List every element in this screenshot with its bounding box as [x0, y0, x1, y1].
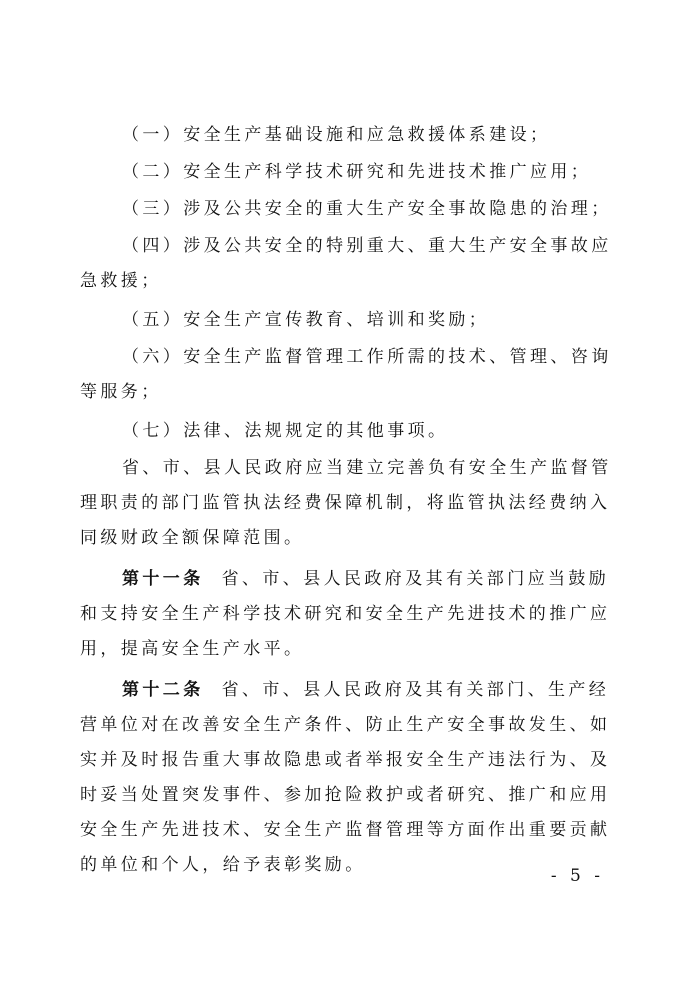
article-12-title: 第十二条 — [122, 680, 204, 700]
list-item-7: （七）法律、法规规定的其他事项。 — [122, 421, 449, 441]
list-item-2: （二）安全生产科学技术研究和先进技术推广应用； — [122, 162, 592, 182]
list-item-1: （一）安全生产基础设施和应急救援体系建设； — [122, 125, 551, 145]
article-11-text: 省、市、县人民政府及其有关部门应当鼓励和支持安全生产科学技术研究和安全生产先进技术的推广应用，提高安全生产水平。 — [80, 569, 611, 659]
article-11-paragraph — [80, 562, 620, 667]
article-12-text: 省、市、县人民政府及其有关部门、生产经营单位对在改善安全生产条件、防止生产安全事故发生、如实并及时报告重大事故隐患或者举报安全生产违法行为、及时妥当处置突发事件、参加抢险救护或者研究、推广和应用安全生产先进技术、安全生产监督管理等方面作出重要贡献的单位和个人，给予表彰奖励。 — [80, 680, 611, 875]
article-11-title: 第十一条 — [122, 569, 204, 589]
article-12-paragraph — [80, 673, 620, 883]
funding-paragraph: 省、市、县人民政府应当建立完善负有安全生产监督管理职责的部门监管执法经费保障机制，将监管执法经费纳入同级财政全额保障范围。 — [80, 458, 612, 548]
page-number: - 5 - — [550, 866, 604, 886]
list-item-5: （五）安全生产宣传教育、培训和奖励； — [122, 310, 490, 330]
list-item-4: （四）涉及公共安全的特别重大、重大生产安全事故应急救援； — [80, 236, 612, 291]
list-item-3: （三）涉及公共安全的重大生产安全事故隐患的治理； — [122, 199, 612, 219]
list-item-6: （六）安全生产监督管理工作所需的技术、管理、咨询等服务； — [80, 347, 612, 402]
